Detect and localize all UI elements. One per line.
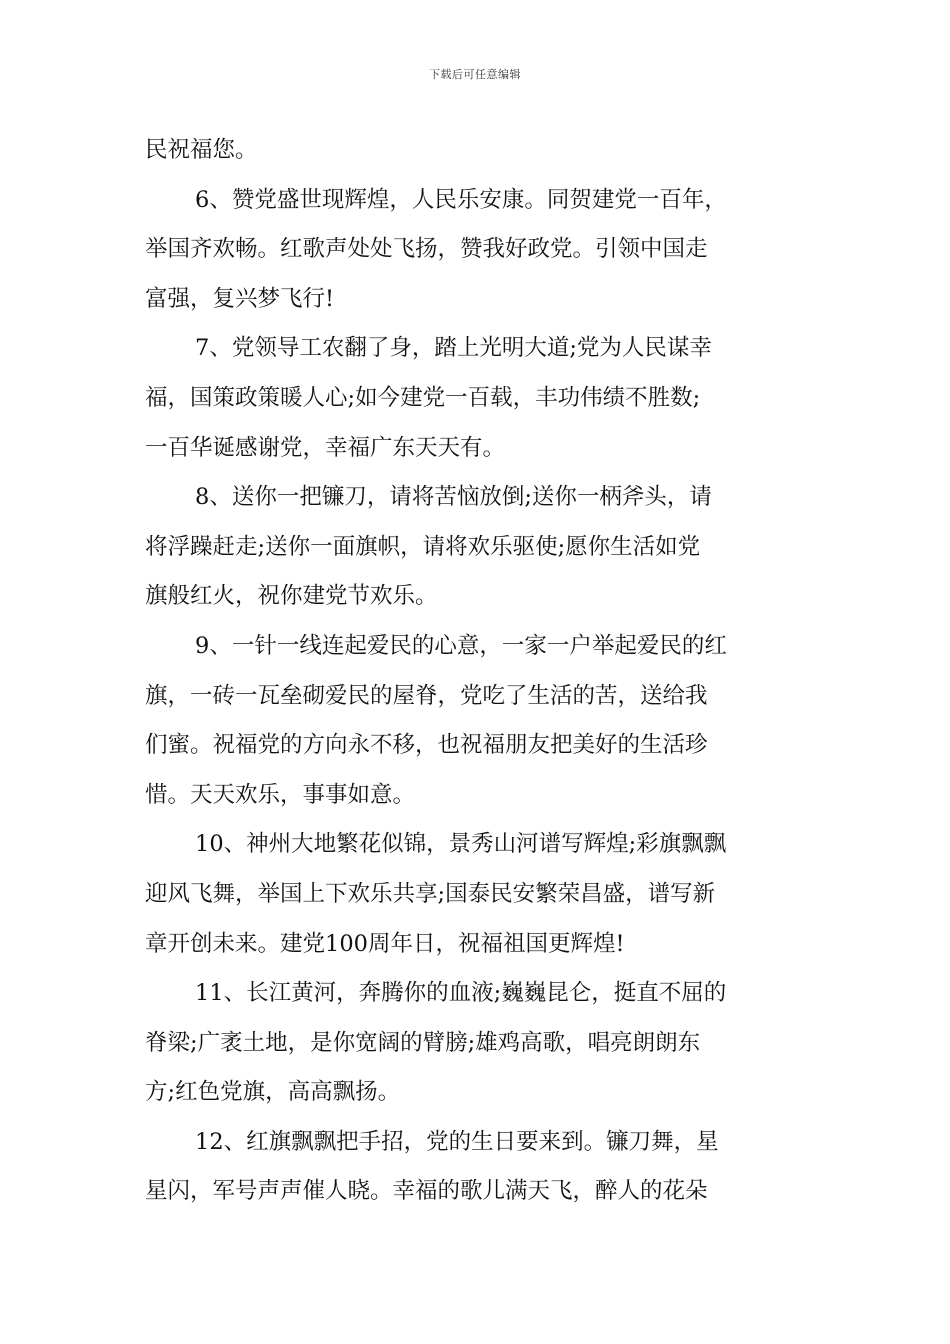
text-line: 旗，一砖一瓦垒砌爱民的屋脊，党吃了生活的苦，送给我 [145,682,708,709]
text-line: 们蜜。祝福党的方向永不移，也祝福朋友把美好的生活珍 [145,732,708,759]
text-line: 6、赞党盛世现辉煌，人民乐安康。同贺建党一百年， [195,186,727,213]
page-header: 下载后可任意编辑 [429,68,521,81]
text-line: 惜。天天欢乐，事事如意。 [145,781,416,808]
text-line: 10、神州大地繁花似锦，景秀山河谱写辉煌;彩旗飘飘 [195,831,727,858]
text-line: 脊梁;广袤土地，是你宽阔的臂膀;雄鸡高歌，唱亮朗朗东 [145,1029,701,1056]
text-line: 12、红旗飘飘把手招，党的生日要来到。镰刀舞，星 [195,1128,719,1155]
text-line: 举国齐欢畅。红歌声处处飞扬，赞我好政党。引领中国走 [145,236,708,263]
text-line: 星闪，军号声声催人晓。幸福的歌儿满天飞，醉人的花朵 [145,1178,708,1205]
text-line: 民祝福您。 [145,137,258,163]
text-line: 迎风飞舞，举国上下欢乐共享;国泰民安繁荣昌盛，谱写新 [145,880,716,907]
text-line: 8、送你一把镰刀，请将苦恼放倒;送你一柄斧头，请 [195,484,712,511]
text-line: 11、长江黄河，奔腾你的血液;巍巍昆仑，挺直不屈的 [195,980,727,1007]
text-line: 一百华诞感谢党，幸福广东天天有。 [145,434,506,461]
text-line: 方;红色党旗，高高飘扬。 [145,1079,401,1106]
text-line: 7、党领导工农翻了身，踏上光明大道;党为人民谋幸 [195,335,712,362]
text-line: 将浮躁赶走;送你一面旗帜，请将欢乐驱使;愿你生活如党 [145,533,701,560]
text-line: 福，国策政策暖人心;如今建党一百载，丰功伟绩不胜数; [145,384,701,411]
text-line: 9、一针一线连起爱民的心意，一家一户举起爱民的红 [195,632,727,659]
text-line: 旗般红火，祝你建党节欢乐。 [145,583,438,610]
text-line: 章开创未来。建党100周年日，祝福祖国更辉煌! [145,930,625,957]
text-line: 富强，复兴梦飞行! [145,285,335,312]
document-body [145,126,810,1217]
